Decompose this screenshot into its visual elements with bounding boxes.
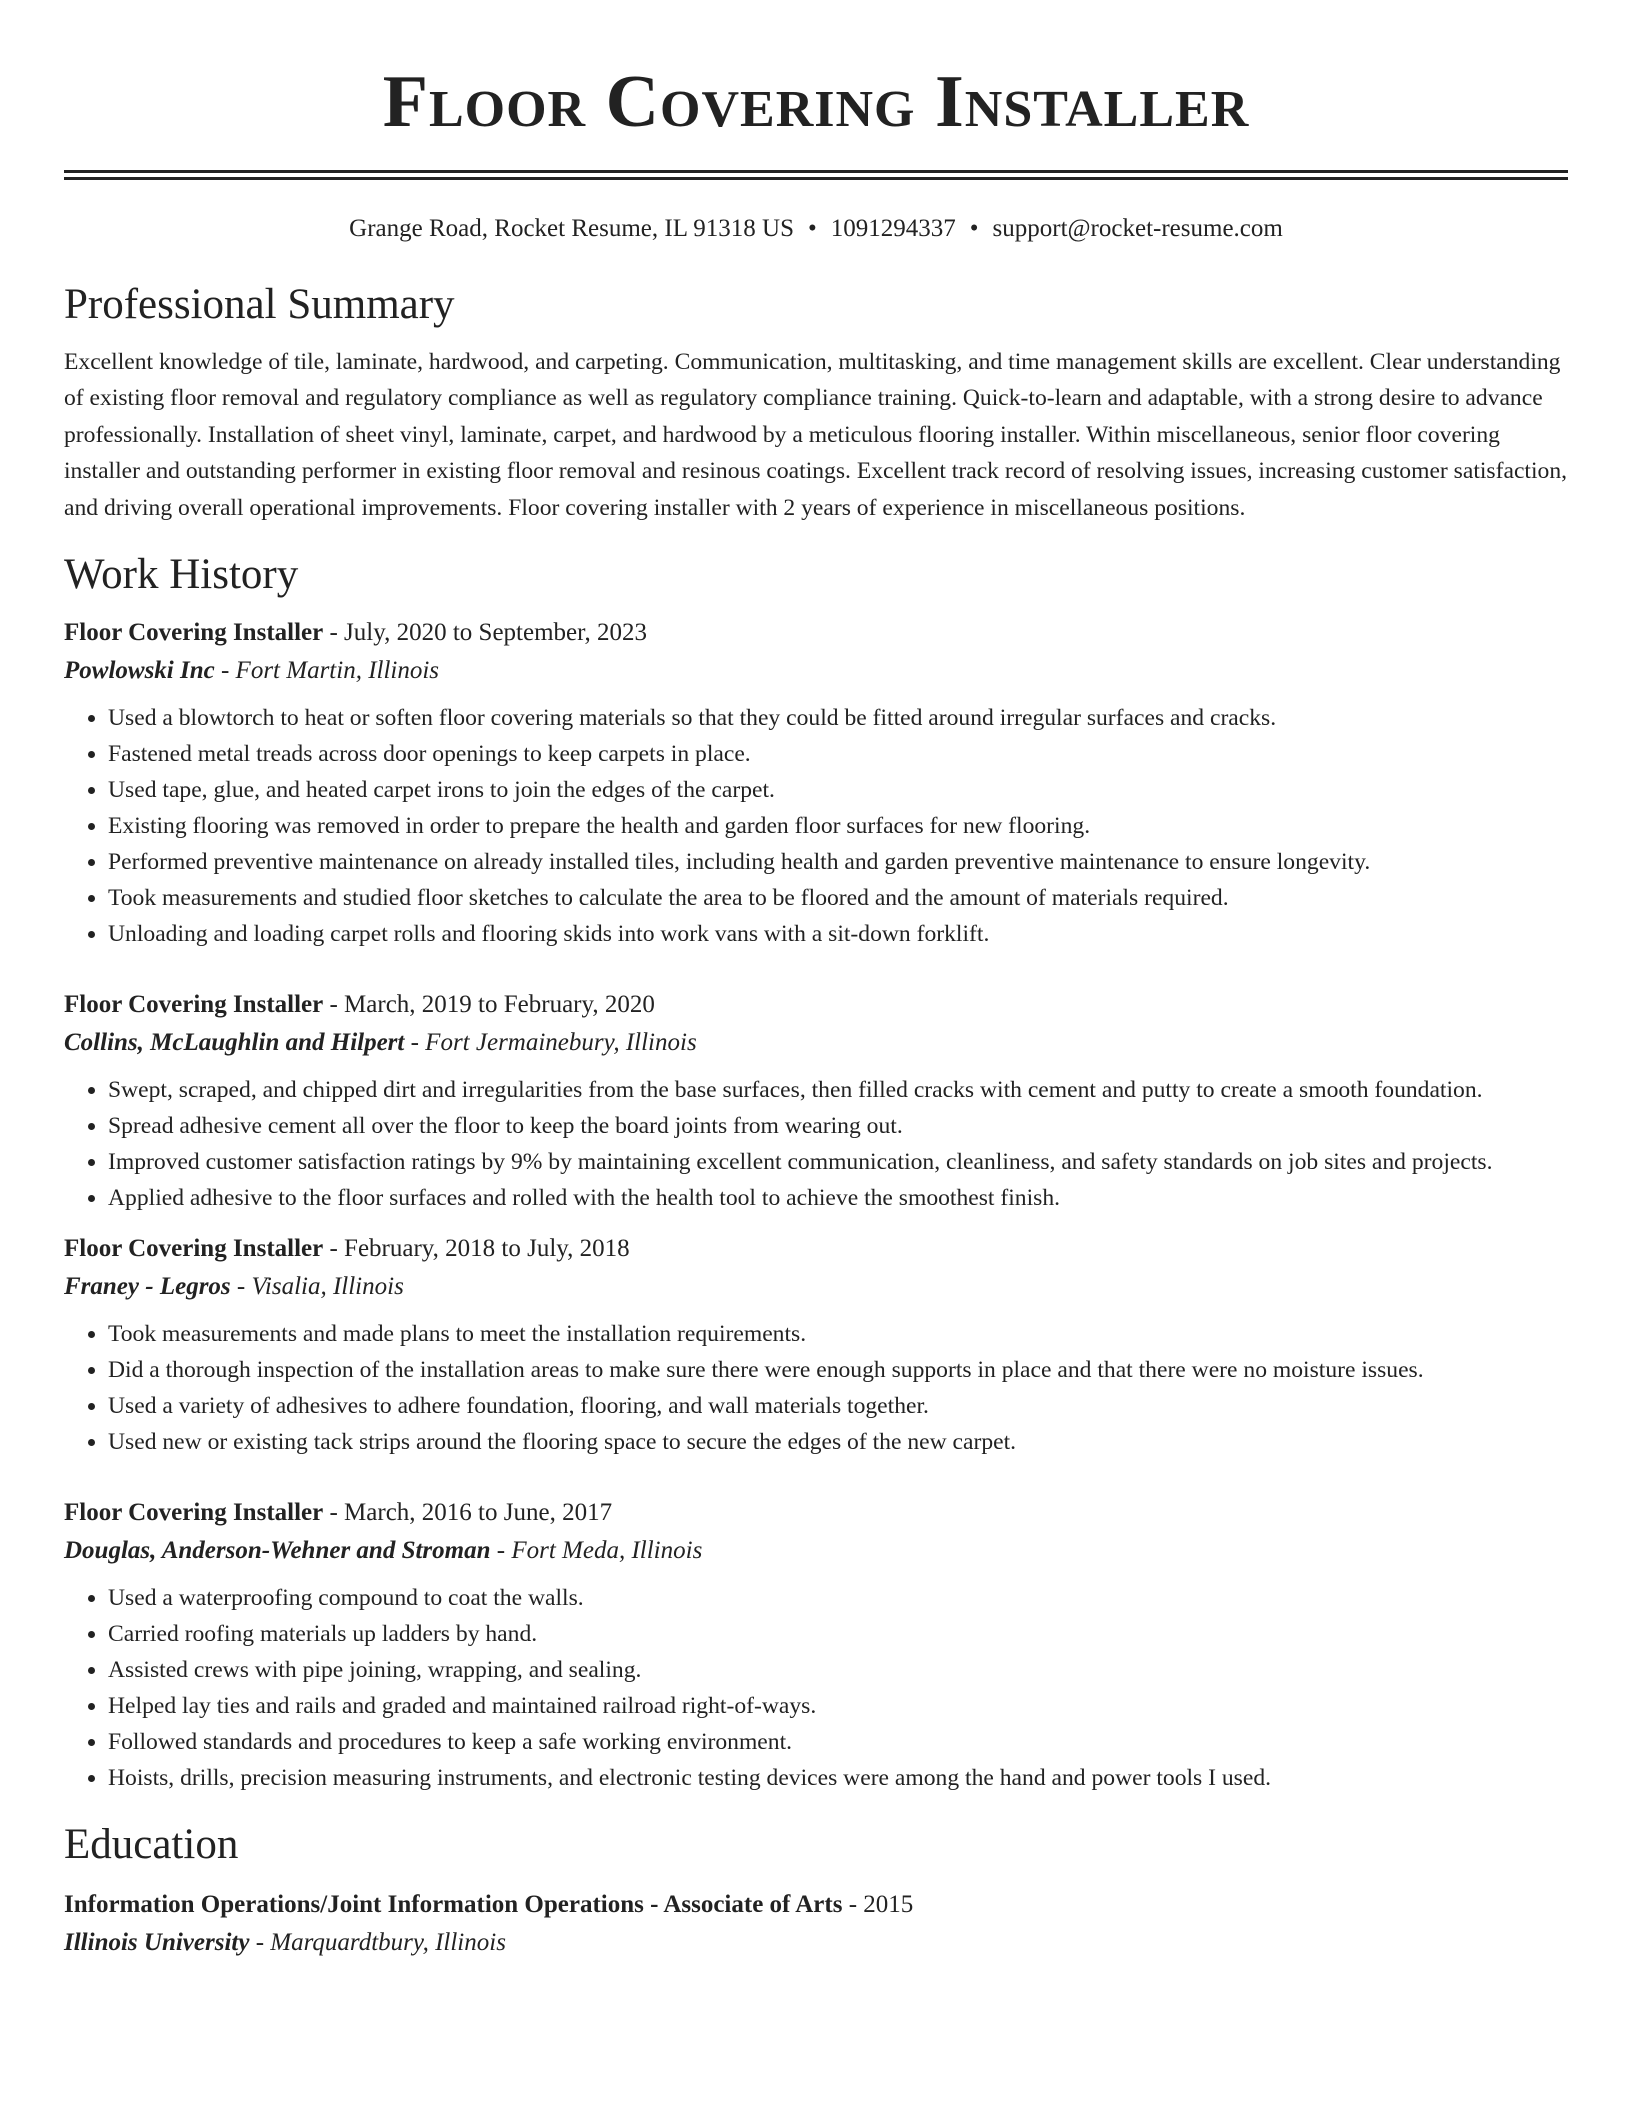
job-bullets (64, 700, 1568, 952)
contact-address: Grange Road, Rocket Resume, IL 91318 US (349, 215, 794, 242)
job-bullets (64, 1316, 1568, 1460)
list-item: • Took measurements and studied floor sketches to calculate the area to be floored and the amount of materials required. (108, 880, 1568, 916)
list-item: • Did a thorough inspection of the installation areas to make sure there were enough supports in place and that there were no moisture issues. (108, 1352, 1568, 1388)
summary-heading: Professional Summary (64, 281, 455, 328)
list-item: • Assisted crews with pipe joining, wrapping, and sealing. (108, 1652, 1568, 1688)
contact-email: support@rocket-resume.com (992, 215, 1283, 242)
job-entry (64, 1230, 1568, 1460)
list-item: • Existing flooring was removed in order to prepare the health and garden floor surfaces for new flooring. (108, 808, 1568, 844)
job-employer (64, 652, 1568, 690)
job-bullets (64, 1580, 1568, 1796)
job-employer (64, 1268, 1568, 1306)
job-location: - Fort Meda, Illinois (490, 1537, 703, 1565)
job-company: Douglas, Anderson-Wehner and Stroman (64, 1537, 491, 1565)
contact-separator: • (969, 215, 979, 242)
contact-line (64, 214, 1568, 244)
job-dates: - July, 2020 to September, 2023 (323, 619, 647, 647)
job-location: - Visalia, Illinois (230, 1273, 404, 1301)
list-item: • Used a blowtorch to heat or soften floor covering materials so that they could be fitted around irregular surfaces and cracks. (108, 700, 1568, 736)
list-item: • Helped lay ties and rails and graded and maintained railroad right-of-ways. (108, 1688, 1568, 1724)
job-dates: - February, 2018 to July, 2018 (323, 1235, 630, 1263)
list-item: • Applied adhesive to the floor surfaces and rolled with the health tool to achieve the smoothest finish. (108, 1180, 1568, 1216)
education-year: - 2015 (842, 1891, 914, 1919)
job-entry (64, 1494, 1568, 1796)
job-header (64, 986, 1568, 1024)
education-heading: Education (64, 1821, 239, 1869)
job-dates: - March, 2016 to June, 2017 (323, 1499, 613, 1527)
job-location: - Fort Jermainebury, Illinois (404, 1029, 697, 1057)
list-item: • Spread adhesive cement all over the floor to keep the board joints from wearing out. (108, 1108, 1568, 1144)
job-title: Floor Covering Installer (64, 991, 324, 1019)
job-dates: - March, 2019 to February, 2020 (323, 991, 655, 1019)
list-item: • Used a variety of adhesives to adhere foundation, flooring, and wall materials together. (108, 1388, 1568, 1424)
job-title: Floor Covering Installer (64, 1235, 324, 1263)
job-company: Powlowski Inc (64, 657, 215, 685)
job-title: Floor Covering Installer (64, 619, 324, 647)
list-item: • Used new or existing tack strips around the flooring space to secure the edges of the new carpet. (108, 1424, 1568, 1460)
list-item: • Hoists, drills, precision measuring instruments, and electronic testing devices were among the hand and power tools I used. (108, 1760, 1568, 1796)
list-item: • Improved customer satisfaction ratings by 9% by maintaining excellent communication, cleanliness, and safety standards on job sites and projects. (108, 1144, 1568, 1180)
summary-text: Excellent knowledge of tile, laminate, hardwood, and carpeting. Communication, multitasking, and time management skills are excellent. Clear understanding of existing floor removal and regulatory compliance as well as regulatory compliance training. Quick-to-learn and adaptable, with a strong desire to advance professionally. Installation of sheet vinyl, laminate, carpet, and hardwood by a meticulous flooring installer. Within miscellaneous, senior floor covering installer and outstanding performer in existing floor removal and resinous coatings. Excellent track record of resolving issues, increasing customer satisfaction, and driving overall operational improvements. Floor covering installer with 2 years of experience in miscellaneous positions. (64, 349, 1568, 521)
job-entry (64, 614, 1568, 952)
education-header (64, 1886, 1568, 1924)
education-degree: Information Operations/Joint Information Operations - Associate of Arts (64, 1891, 843, 1919)
list-item: • Used a waterproofing compound to coat the walls. (108, 1580, 1568, 1616)
list-item: • Followed standards and procedures to keep a safe working environment. (108, 1724, 1568, 1760)
education-school-line (64, 1924, 1568, 1962)
job-bullets (64, 1072, 1568, 1216)
education-entry (64, 1886, 1568, 1962)
job-title: Floor Covering Installer (64, 1499, 324, 1527)
work-history-heading: Work History (64, 551, 299, 599)
contact-phone: 1091294337 (830, 215, 956, 242)
education-school: Illinois University (64, 1929, 250, 1957)
job-entry (64, 986, 1568, 1216)
resume-name: Floor Covering Installer (382, 61, 1250, 143)
list-item: • Carried roofing materials up ladders by hand. (108, 1616, 1568, 1652)
job-company: Franey - Legros (64, 1273, 231, 1301)
job-header (64, 614, 1568, 652)
job-location: - Fort Martin, Illinois (214, 657, 440, 685)
list-item: • Unloading and loading carpet rolls and flooring skids into work vans with a sit-down forklift. (108, 916, 1568, 952)
list-item: • Used tape, glue, and heated carpet irons to join the edges of the carpet. (108, 772, 1568, 808)
job-employer (64, 1532, 1568, 1570)
list-item: • Took measurements and made plans to meet the installation requirements. (108, 1316, 1568, 1352)
job-header (64, 1230, 1568, 1268)
list-item: • Performed preventive maintenance on already installed tiles, including health and garden preventive maintenance to ensure longevity. (108, 844, 1568, 880)
list-item: • Swept, scraped, and chipped dirt and irregularities from the base surfaces, then filled cracks with cement and putty to create a smooth foundation. (108, 1072, 1568, 1108)
job-company: Collins, McLaughlin and Hilpert (64, 1029, 405, 1057)
header-divider (64, 170, 1568, 180)
job-employer (64, 1024, 1568, 1062)
contact-separator: • (808, 215, 817, 242)
list-item: • Fastened metal treads across door openings to keep carpets in place. (108, 736, 1568, 772)
education-location: - Marquardtbury, Illinois (249, 1929, 506, 1957)
job-header (64, 1494, 1568, 1532)
